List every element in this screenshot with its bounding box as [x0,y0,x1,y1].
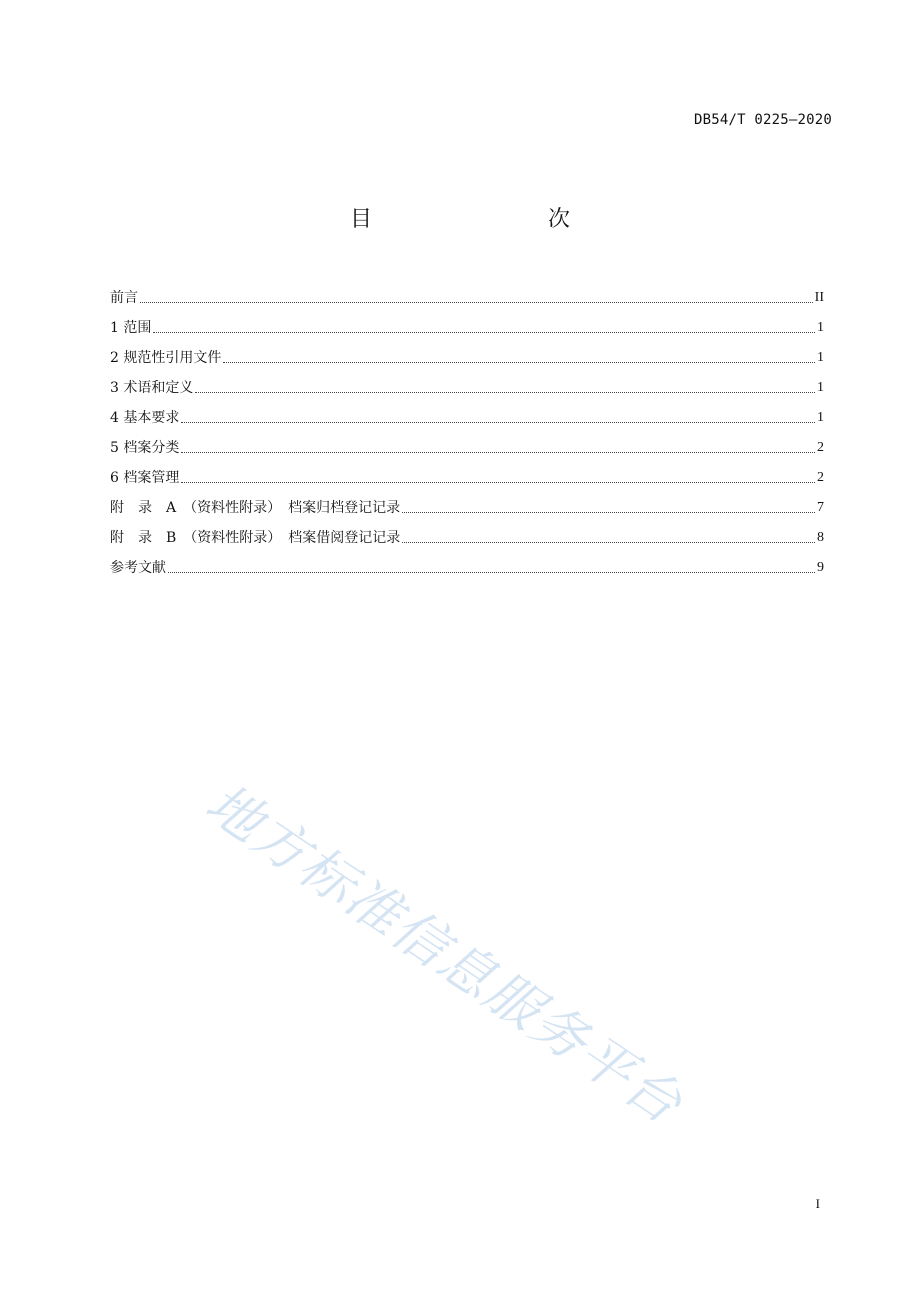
toc-entry-archive-classification[interactable] [110,428,824,458]
toc-entry-foreword[interactable] [110,278,824,308]
toc-entry-page: II [814,290,824,305]
toc-entry-page: 2 [817,440,824,455]
table-of-contents [110,278,824,578]
toc-entry-page: 1 [817,320,824,335]
toc-entry-page: 7 [817,500,824,515]
toc-entry-normative-references[interactable] [110,338,824,368]
toc-entry-scope[interactable] [110,308,824,338]
toc-entry-label: 2 规范性引用文件 [110,350,222,366]
toc-entry-label: 前言 [110,290,138,306]
toc-entry-label: 附 录 A （资料性附录） 档案归档登记记录 [110,500,401,516]
dot-leader [402,511,815,513]
toc-entry-archive-management[interactable] [110,458,824,488]
toc-entry-terms-definitions[interactable] [110,368,824,398]
dot-leader [223,361,815,363]
toc-entry-page: 2 [817,470,824,485]
toc-entry-label: 1 范围 [110,320,152,336]
toc-entry-page: 9 [817,560,824,575]
dot-leader [402,541,815,543]
dot-leader [168,571,815,573]
toc-entry-label: 6 档案管理 [110,470,180,486]
toc-entry-page: 1 [817,380,824,395]
dot-leader [181,421,815,423]
toc-entry-basic-requirements[interactable] [110,398,824,428]
dot-leader [181,451,815,453]
toc-entry-page: 1 [817,350,824,365]
toc-entry-label: 5 档案分类 [110,440,180,456]
toc-entry-label: 参考文献 [110,560,166,576]
toc-entry-label: 附 录 B （资料性附录） 档案借阅登记记录 [110,530,401,546]
toc-entry-page: 1 [817,410,824,425]
page-number: I [815,1196,820,1211]
toc-entry-page: 8 [817,530,824,545]
toc-entry-appendix-a[interactable] [110,488,824,518]
dot-leader [140,301,813,303]
watermark: 地方标准信息服务平台 [194,771,695,1137]
page-title: 目 次 [349,207,614,232]
dot-leader [195,391,815,393]
dot-leader [181,481,815,483]
toc-entry-appendix-b[interactable] [110,518,824,548]
toc-entry-label: 3 术语和定义 [110,380,194,396]
document-code: DB54/T 0225—2020 [693,112,832,128]
toc-entry-bibliography[interactable] [110,548,824,578]
toc-entry-label: 4 基本要求 [110,410,180,426]
dot-leader [153,331,815,333]
